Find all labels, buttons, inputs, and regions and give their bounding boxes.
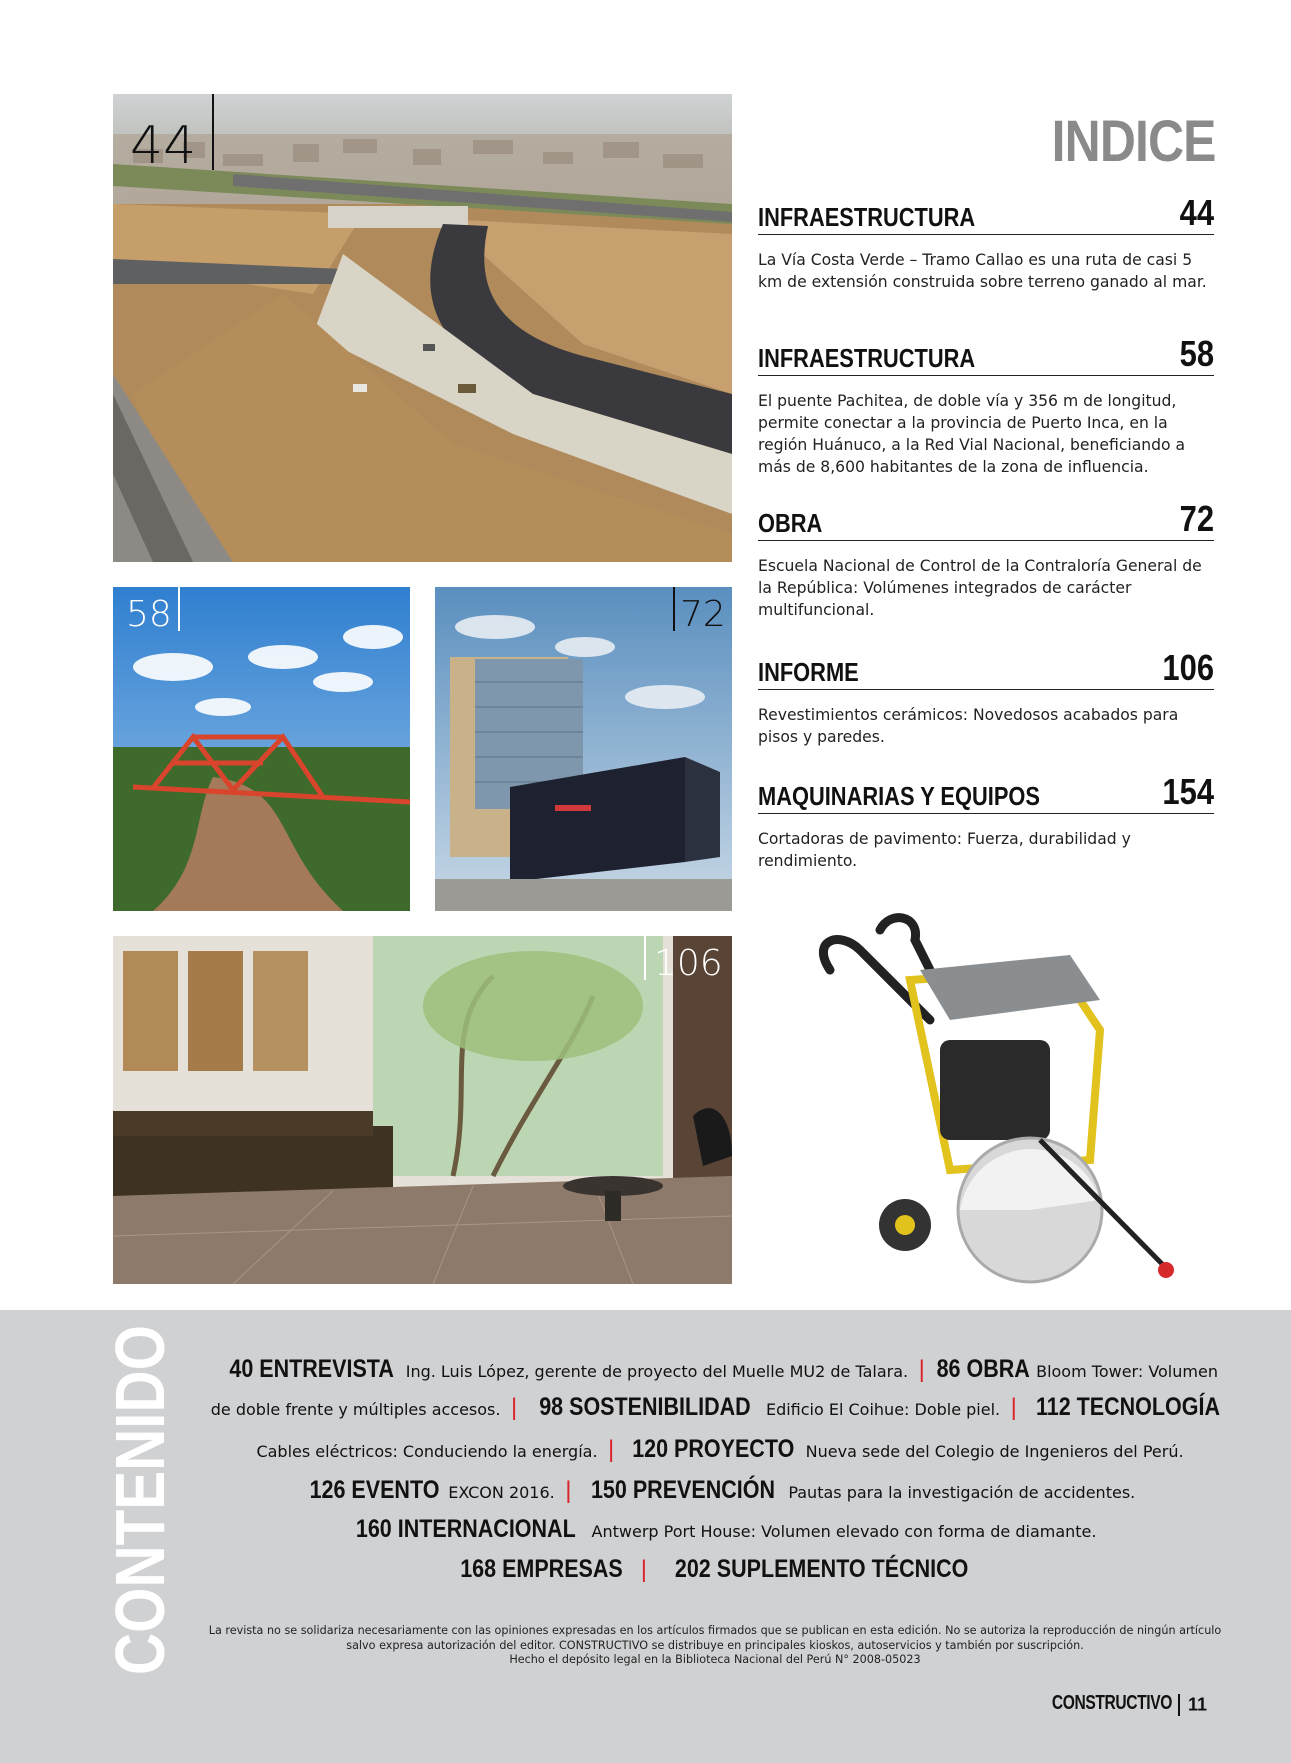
contenido-item-text: Cables eléctricos: Conduciendo la energía.: [256, 1442, 598, 1461]
page-number-text: 58: [126, 594, 172, 635]
contenido-vertical-label: [101, 1255, 179, 1678]
photo-page-number-44: [130, 116, 197, 176]
legal-disclaimer: [190, 1624, 1240, 1668]
page-number-bar: [178, 587, 180, 631]
page-number-text: 106: [654, 943, 723, 984]
photo-page-number-58: [126, 594, 172, 635]
index-entry[interactable]: [758, 773, 1214, 872]
section-name: INFRAESTRUCTURA: [758, 343, 976, 373]
contenido-item-title[interactable]: 40 ENTREVISTA: [229, 1355, 394, 1383]
section-description: El puente Pachitea, de doble vía y 356 m de longitud, permite conectar a la provincia de Puerto Inca, en la región Huánuco, a la Red Vial Nacional, beneficiando a más de 8,600 habitantes de la zona de influencia.: [758, 392, 1186, 476]
photo-ceramic-room: [113, 936, 732, 1284]
page-number-text: 72: [680, 594, 726, 635]
contenido-item-title[interactable]: 160 INTERNACIONAL: [355, 1515, 576, 1543]
contenido-item-text: Antwerp Port House: Volumen elevado con forma de diamante.: [591, 1522, 1097, 1541]
photo-page-number-106: [654, 943, 723, 984]
section-name: INFORME: [758, 657, 859, 687]
index-entry[interactable]: [758, 335, 1214, 478]
section-page-number: 44: [1179, 192, 1214, 233]
contenido-line: [200, 1435, 1240, 1464]
section-page-number: 154: [1162, 771, 1214, 812]
index-entry[interactable]: [758, 500, 1214, 621]
contenido-line: [200, 1515, 1240, 1544]
index-entry[interactable]: [758, 649, 1214, 748]
section-page-number: 106: [1162, 647, 1214, 688]
contenido-item-title[interactable]: 86 OBRA: [936, 1355, 1031, 1383]
contenido-item-title[interactable]: 98 SOSTENIBILIDAD: [538, 1393, 751, 1421]
contenido-item-title[interactable]: 112 TECNOLOGÍA: [1036, 1393, 1221, 1421]
disclaimer-line: salvo expresa autorización del editor. CONSTRUCTIVO se distribuye en principales kioskos, autoservicios y también por suscripción.: [346, 1638, 1084, 1652]
photo-bridge: [113, 587, 410, 911]
separator: |: [607, 1436, 615, 1463]
photo-pavement-cutter: [800, 910, 1180, 1290]
contenido-line: [200, 1355, 1240, 1384]
index-entry-header: [758, 335, 1214, 376]
photo-highway-aerial: [113, 94, 732, 562]
contenido-item-text: Edificio El Coihue: Doble piel.: [765, 1400, 1001, 1419]
section-name: MAQUINARIAS Y EQUIPOS: [758, 781, 1040, 811]
page-footer: [1018, 1692, 1207, 1716]
contenido-item-text: Ing. Luis López, gerente de proyecto del Muelle MU2 de Talara.: [405, 1362, 909, 1381]
separator: |: [640, 1556, 647, 1583]
contenido-line: [200, 1393, 1240, 1422]
contenido-item-text: Bloom Tower: Volumen: [1036, 1362, 1218, 1381]
contenido-item-text: de doble frente y múltiples accesos.: [210, 1400, 501, 1419]
index-entry-header: [758, 500, 1214, 541]
disclaimer-line: La revista no se solidariza necesariamente con las opiniones expresadas en los artículos firmados que se publican en esta edición. No se autoriza la reproducción de ningún artículo: [208, 1624, 1222, 1637]
photo-building: [435, 587, 732, 911]
contenido-item-title[interactable]: 168 EMPRESAS: [460, 1555, 624, 1583]
magazine-brand: CONSTRUCTIVO: [1051, 1692, 1172, 1714]
page-number-bar: [673, 587, 675, 631]
separator: |: [565, 1477, 572, 1504]
section-name: OBRA: [758, 508, 823, 538]
separator: |: [510, 1394, 518, 1421]
section-name: INFRAESTRUCTURA: [758, 202, 976, 232]
page-number-text: 44: [130, 116, 197, 176]
contenido-item-title[interactable]: 126 EVENTO: [309, 1476, 440, 1504]
folio-page-number: 11: [1187, 1694, 1207, 1715]
section-page-number: 72: [1179, 498, 1214, 539]
section-description: Revestimientos cerámicos: Novedosos acabados para pisos y paredes.: [758, 706, 1179, 746]
separator: |: [1010, 1394, 1017, 1421]
disclaimer-line: Hecho el depósito legal en la Biblioteca Nacional del Perú N° 2008-05023: [509, 1653, 921, 1666]
contenido-item-text: Pautas para la investigación de accidentes.: [788, 1483, 1136, 1502]
separator: |: [918, 1356, 925, 1383]
section-description: Cortadoras de pavimento: Fuerza, durabilidad y rendimiento.: [758, 830, 1131, 870]
contenido-line: [200, 1555, 1240, 1584]
index-entry-header: [758, 649, 1214, 690]
index-entry-header: [758, 773, 1214, 814]
contenido-item-title[interactable]: 202 SUPLEMENTO TÉCNICO: [675, 1555, 969, 1583]
index-entry[interactable]: [758, 194, 1214, 293]
section-description: Escuela Nacional de Control de la Contraloría General de la República: Volúmenes integrados de carácter multifuncional.: [758, 557, 1202, 619]
contenido-label-text: CONTENIDO: [101, 1255, 179, 1675]
contenido-item-title[interactable]: 120 PROYECTO: [631, 1435, 794, 1463]
page-number-bar: [212, 94, 214, 170]
photo-page-number-72: [680, 594, 726, 635]
contenido-item-text: Nueva sede del Colegio de Ingenieros del Perú.: [805, 1442, 1184, 1461]
footer-divider: [1178, 1694, 1180, 1716]
page-number-bar: [644, 936, 646, 980]
contenido-item-text: EXCON 2016.: [448, 1483, 555, 1502]
section-page-number: 58: [1179, 333, 1214, 374]
index-title: INDICE: [1052, 109, 1216, 174]
index-entry-header: [758, 194, 1214, 235]
section-description: La Vía Costa Verde – Tramo Callao es una ruta de casi 5 km de extensión construida sobre terreno ganado al mar.: [758, 251, 1207, 291]
contenido-line: [200, 1476, 1240, 1505]
contenido-item-title[interactable]: 150 PREVENCIÓN: [590, 1476, 775, 1504]
